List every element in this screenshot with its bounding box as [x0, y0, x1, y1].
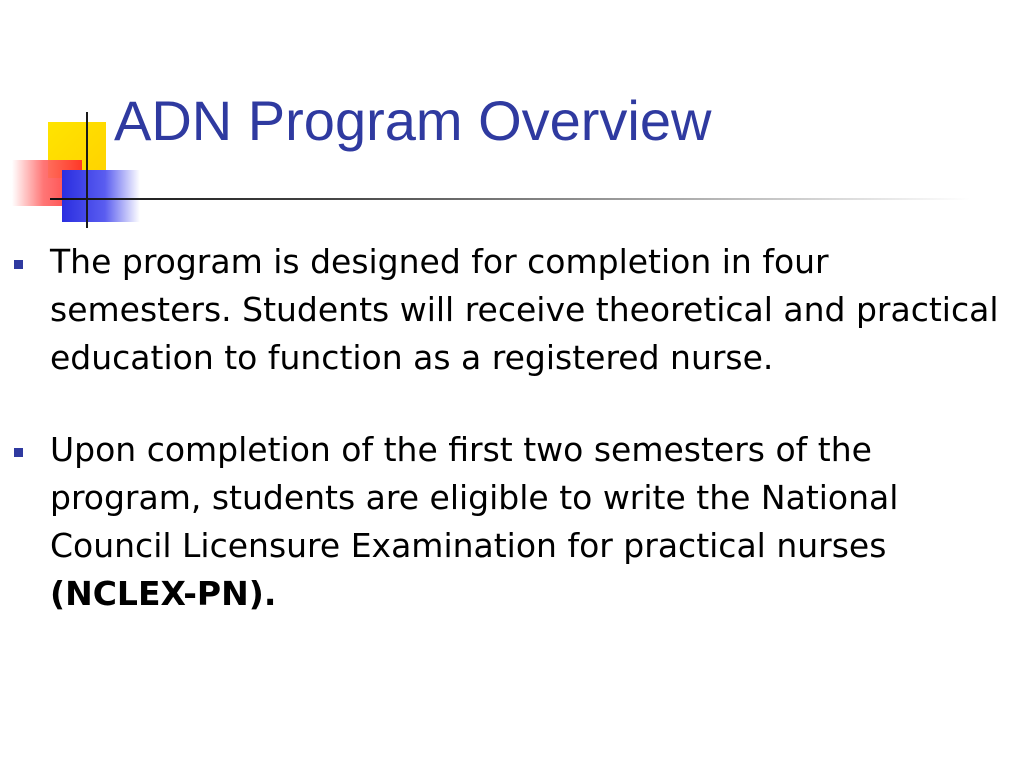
bullet-item [0, 426, 1000, 618]
square-bullet-icon [14, 448, 23, 457]
title-underline-rule [50, 198, 970, 200]
bullet-text: Upon completion of the first two semesters of the program, students are eligible to write the National Council Licensure Examination for practical nurses [50, 430, 899, 565]
square-bullet-icon [14, 260, 23, 269]
slide-title: ADN Program Overview [114, 89, 712, 152]
blue-square [62, 170, 140, 222]
bullet-item [0, 238, 1000, 382]
bullet-text: The program is designed for completion in four semesters. Students will receive theoretical and practical education to function as a registered nurse. [50, 242, 999, 377]
bullet-list [0, 238, 1000, 662]
vertical-rule [86, 112, 88, 228]
bullet-emphasis-text: (NCLEX-PN). [50, 574, 277, 613]
